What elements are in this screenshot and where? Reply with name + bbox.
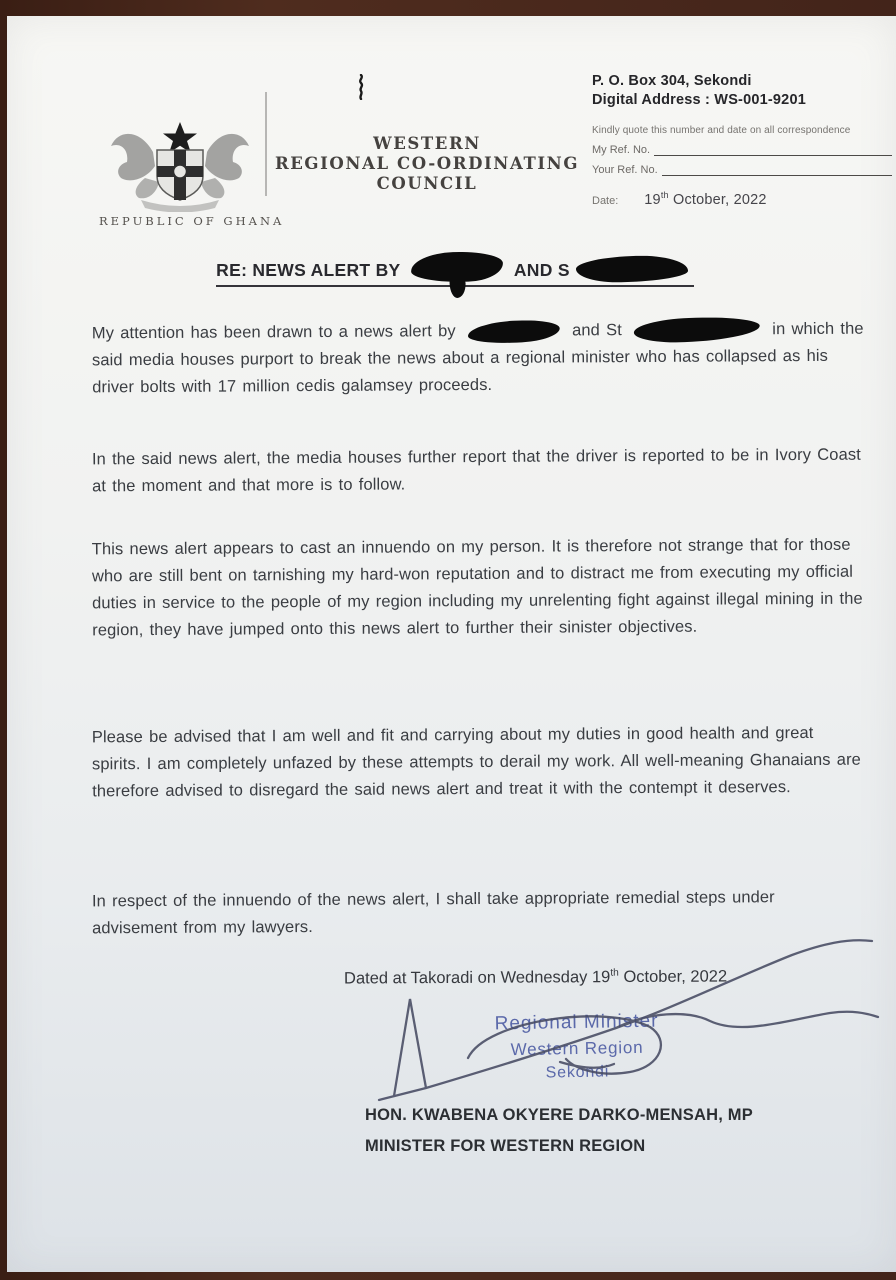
paragraph-2: In the said news alert, the media houses further report that the driver is reported to be in Ivory Coast at the moment and that more is to follow.	[91, 445, 861, 496]
my-ref-row	[592, 143, 892, 156]
quote-note: Kindly quote this number and date on all correspondence	[592, 125, 851, 136]
your-ref-blank-line	[662, 163, 892, 176]
organisation-name	[269, 134, 585, 194]
coat-of-arms-icon	[105, 120, 255, 212]
republic-of-ghana-label: REPUBLIC OF GHANA	[99, 214, 285, 228]
header-divider-line	[265, 92, 267, 196]
my-ref-blank-line	[654, 143, 892, 156]
signatory-name: HON. KWABENA OKYERE DARKO-MENSAH, MP	[365, 1106, 753, 1124]
digital-address: Digital Address : WS-001-9201	[592, 92, 806, 108]
signatory-block	[365, 1100, 753, 1162]
po-box: P. O. Box 304, Sekondi	[592, 73, 752, 89]
org-line-3: COUNCIL	[376, 174, 478, 193]
date-value: 19th October, 2022	[644, 190, 767, 208]
subject-part2: AND S	[513, 260, 570, 280]
your-ref-label: Your Ref. No.	[592, 164, 658, 176]
p1-text-c: in which the said media houses purport to break the news about a regional minister who has collapsed as his driver bolts with 17 million cedis galamsey proceeds.	[91, 319, 864, 397]
subject-line-wrap	[7, 252, 896, 287]
dated-line: Dated at Takoradi on Wednesday 19th October, 2022	[343, 967, 728, 988]
stamp-line-3: Sekondi	[545, 1063, 610, 1082]
ink-mark	[355, 74, 367, 105]
ghana-coat-of-arms	[99, 120, 285, 228]
org-line-1: WESTERN	[373, 134, 481, 153]
p1-text-b: and St	[572, 321, 622, 340]
p1-text-a: My attention has been drawn to a news alert by	[91, 322, 456, 343]
your-ref-row	[592, 163, 892, 176]
paragraph-1	[92, 316, 864, 402]
date-ordinal: th	[660, 190, 669, 200]
date-row	[592, 190, 892, 208]
my-ref-label: My Ref. No.	[592, 144, 651, 156]
office-stamp	[436, 1008, 717, 1088]
address-block	[592, 72, 892, 208]
signatory-title: MINISTER FOR WESTERN REGION	[365, 1137, 646, 1155]
redaction-blot	[411, 250, 504, 283]
redaction-blot	[634, 315, 761, 344]
paragraph-3: This news alert appears to cast an innuendo on my person. It is therefore not strange that for those who are still bent on tarnishing my hard-won reputation and to distract me from executing my official duties in service to the people of my region including my unrelenting fight against illegal mining in the region, they have jumped onto this news alert to further their sinister objectives.	[91, 535, 863, 640]
dated-ordinal: th	[610, 967, 619, 979]
subject-line	[216, 252, 694, 287]
paragraph-4: Please be advised that I am well and fit and carrying about my duties in good health and great spirits. I am completely unfazed by these attempts to derail my work. All well-meaning Ghanaians are therefore advised to disregard the said news alert and treat it with the contempt it deserves.	[91, 723, 861, 801]
letter-paper	[7, 16, 896, 1272]
redaction-blot	[576, 255, 689, 284]
stamp-line-2: Western Region	[510, 1037, 644, 1060]
stamp-line-1: Regional Minister	[494, 1010, 659, 1035]
subject-part1: RE: NEWS ALERT BY	[216, 260, 401, 280]
redaction-blot	[467, 318, 560, 345]
date-label: Date:	[592, 194, 619, 207]
paragraph-5: In respect of the innuendo of the news alert, I shall take appropriate remedial steps under advisement from my lawyers.	[91, 888, 775, 938]
org-line-2: REGIONAL CO-ORDINATING	[274, 154, 580, 173]
